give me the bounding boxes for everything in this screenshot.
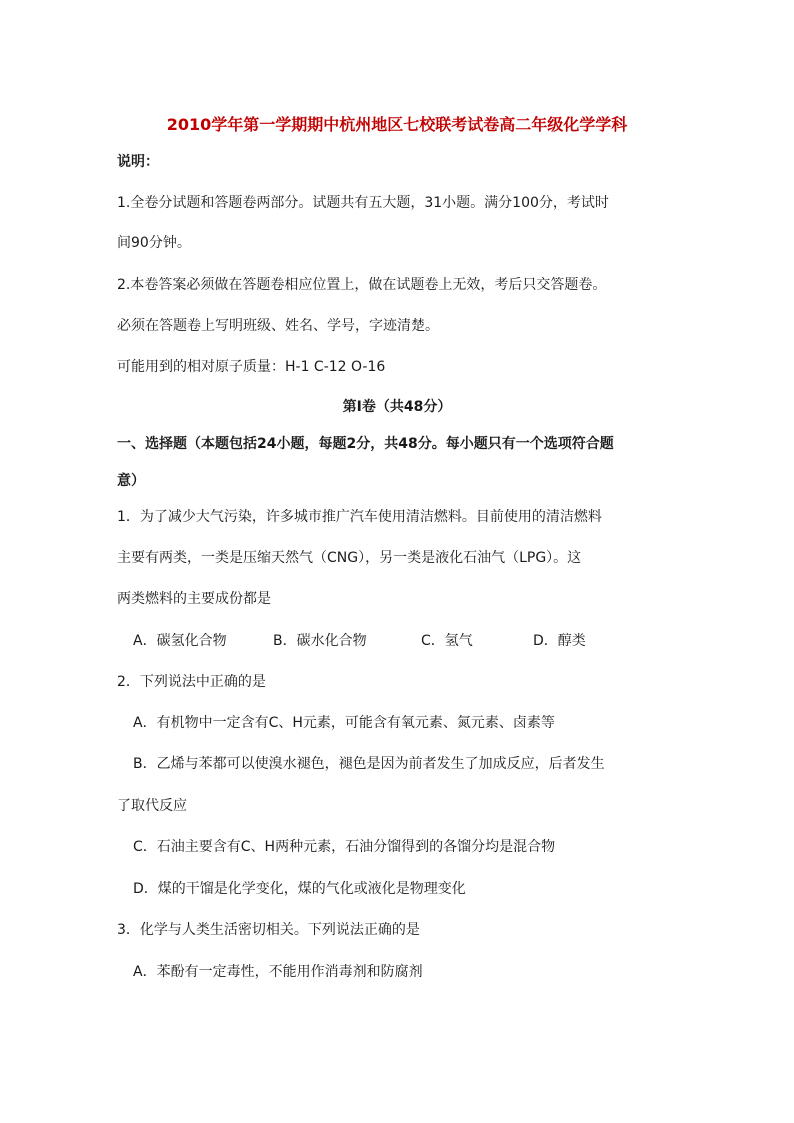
part-heading-line-1: 一、选择题（本题包括24小题，每题2分，共48分。每小题只有一个选项符合题 [117, 436, 614, 452]
question-1-option-a: A．碳氢化合物 [133, 633, 227, 649]
question-2-option-b-line-2: 了取代反应 [117, 798, 187, 814]
instruction-item-2-line-2: 必须在答题卷上写明班级、姓名、学号，字迹清楚。 [117, 318, 439, 334]
section-heading: 第Ⅰ卷（共48分） [342, 399, 452, 415]
question-1-line-1: 1．为了减少大气污染，许多城市推广汽车使用清洁燃料。目前使用的清洁燃料 [117, 509, 602, 525]
instruction-item-2-line-1: 2.本卷答案必须做在答题卷相应位置上，做在试题卷上无效，考后只交答题卷。 [117, 277, 607, 293]
question-2-option-d: D．煤的干馏是化学变化，煤的气化或液化是物理变化 [133, 881, 466, 897]
part-heading-line-2: 意） [117, 473, 145, 489]
question-1-option-d: D．醇类 [533, 633, 586, 649]
question-1-line-3: 两类燃料的主要成份都是 [117, 591, 271, 607]
question-1-option-c: C．氢气 [421, 633, 473, 649]
instruction-item-1-line-1: 1.全卷分试题和答题卷两部分。试题共有五大题，31小题。满分100分，考试时 [117, 195, 609, 211]
question-2-option-c: C．石油主要含有C、H两种元素，石油分馏得到的各馏分均是混合物 [133, 839, 556, 855]
instruction-item-1-line-2: 间90分钟。 [117, 235, 191, 251]
instructions-heading: 说明： [117, 154, 159, 170]
question-2-option-b-line-1: B．乙烯与苯都可以使溴水褪色，褪色是因为前者发生了加成反应，后者发生 [133, 756, 605, 772]
atomic-mass-note: 可能用到的相对原子质量：H-1 C-12 O-16 [117, 359, 386, 375]
question-2-stem: 2．下列说法中正确的是 [117, 674, 266, 690]
question-3-option-a: A．苯酚有一定毒性，不能用作消毒剂和防腐剂 [133, 964, 423, 980]
question-1-option-b: B．碳水化合物 [273, 633, 367, 649]
exam-title: 2010学年第一学期期中杭州地区七校联考试卷高二年级化学学科 [166, 115, 628, 134]
question-1-line-2: 主要有两类，一类是压缩天然气（CNG），另一类是液化石油气（LPG）。这 [117, 550, 582, 566]
question-3-stem: 3．化学与人类生活密切相关。下列说法正确的是 [117, 922, 420, 938]
question-2-option-a: A．有机物中一定含有C、H元素，可能含有氧元素、氮元素、卤素等 [133, 715, 555, 731]
